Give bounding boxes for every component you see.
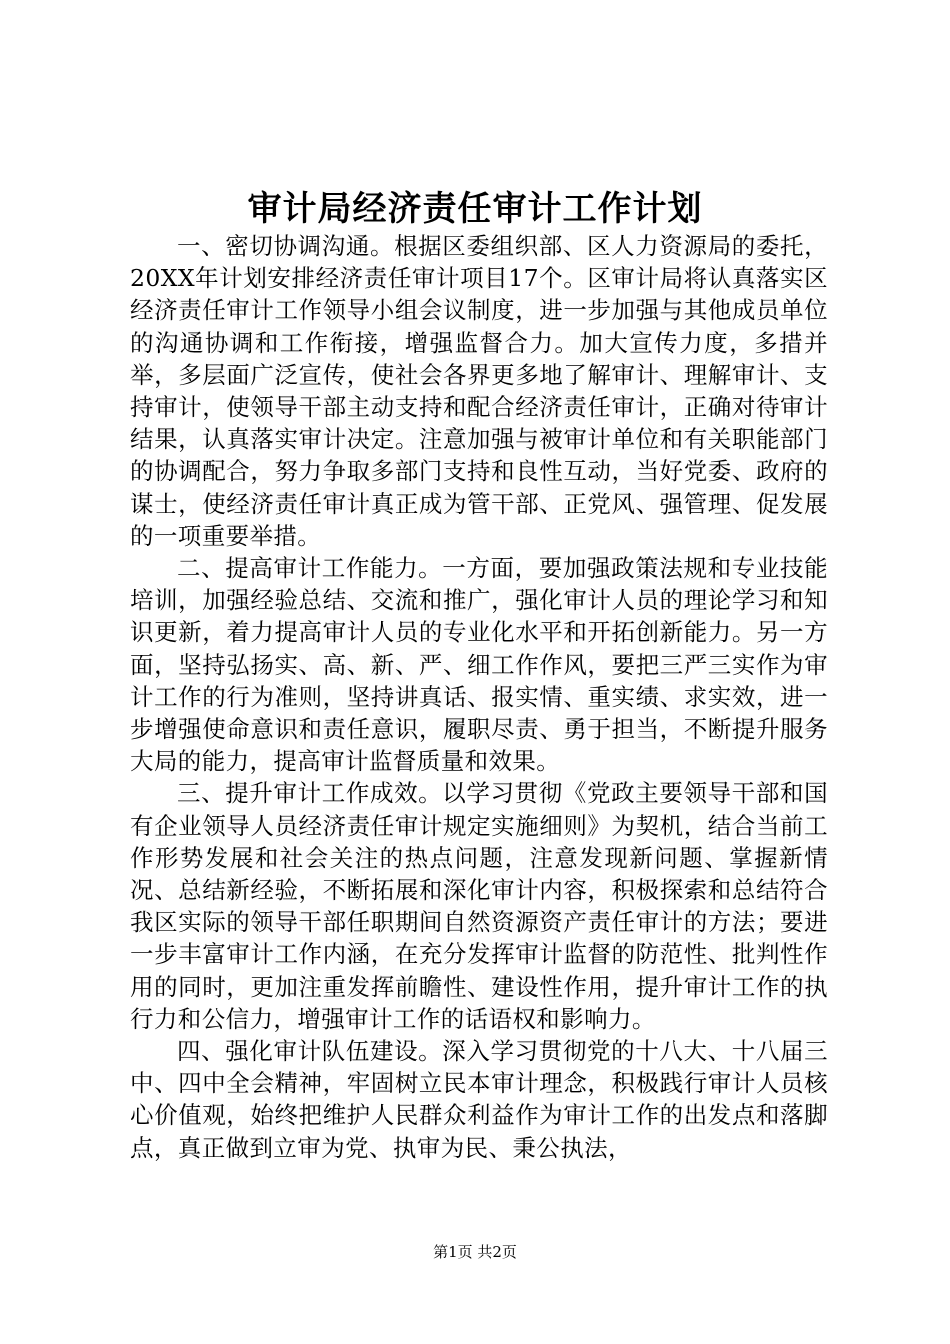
document-title: 审计局经济责任审计工作计划 (247, 189, 703, 229)
paragraph-3: 三、提升审计工作成效。以学习贯彻《党政主要领导干部和国有企业领导人员经济责任审计规定实施细则》为契机，结合当前工作形势发展和社会关注的热点问题，注意发现新问题、掌握新情况、总结新经验，不断拓展和深化审计内容，积极探索和总结符合我区实际的领导干部任职期间自然资源资产责任审计的方法；要进一步丰富审计工作内涵，在充分发挥审计监督的防范性、批判性作用的同时，更加注重发挥前瞻性、建设性作用，提升审计工作的执行力和公信力，增强审计工作的话语权和影响力。 (130, 779, 828, 1033)
page-footer: 第1页 共2页 (433, 1243, 517, 1261)
document-body (130, 230, 828, 1164)
paragraph-2: 二、提高审计工作能力。一方面，要加强政策法规和专业技能培训，加强经验总结、交流和推广，强化审计人员的理论学习和知识更新，着力提高审计人员的专业化水平和开拓创新能力。另一方面，坚持弘扬实、高、新、严、细工作作风，要把三严三实作为审计工作的行为准则，坚持讲真话、报实情、重实绩、求实效，进一步增强使命意识和责任意识，履职尽责、勇于担当，不断提升服务大局的能力，提高审计监督质量和效果。 (130, 554, 828, 776)
paragraph-4: 四、强化审计队伍建设。深入学习贯彻党的十八大、十八届三中、四中全会精神，牢固树立民本审计理念，积极践行审计人员核心价值观，始终把维护人民群众利益作为审计工作的出发点和落脚点，真正做到立审为党、执审为民、秉公执法， (130, 1037, 828, 1162)
paragraph-1: 一、密切协调沟通。根据区委组织部、区人力资源局的委托，20XX年计划安排经济责任审计项目17个。区审计局将认真落实区经济责任审计工作领导小组会议制度，进一步加强与其他成员单位的沟通协调和工作衔接，增强监督合力。加大宣传力度，多措并举，多层面广泛宣传，使社会各界更多地了解审计、理解审计、支持审计，使领导干部主动支持和配合经济责任审计，正确对待审计结果，认真落实审计决定。注意加强与被审计单位和有关职能部门的协调配合，努力争取多部门支持和良性互动，当好党委、政府的谋士，使经济责任审计真正成为管干部、正党风、强管理、促发展的一项重要举措。 (130, 232, 828, 550)
